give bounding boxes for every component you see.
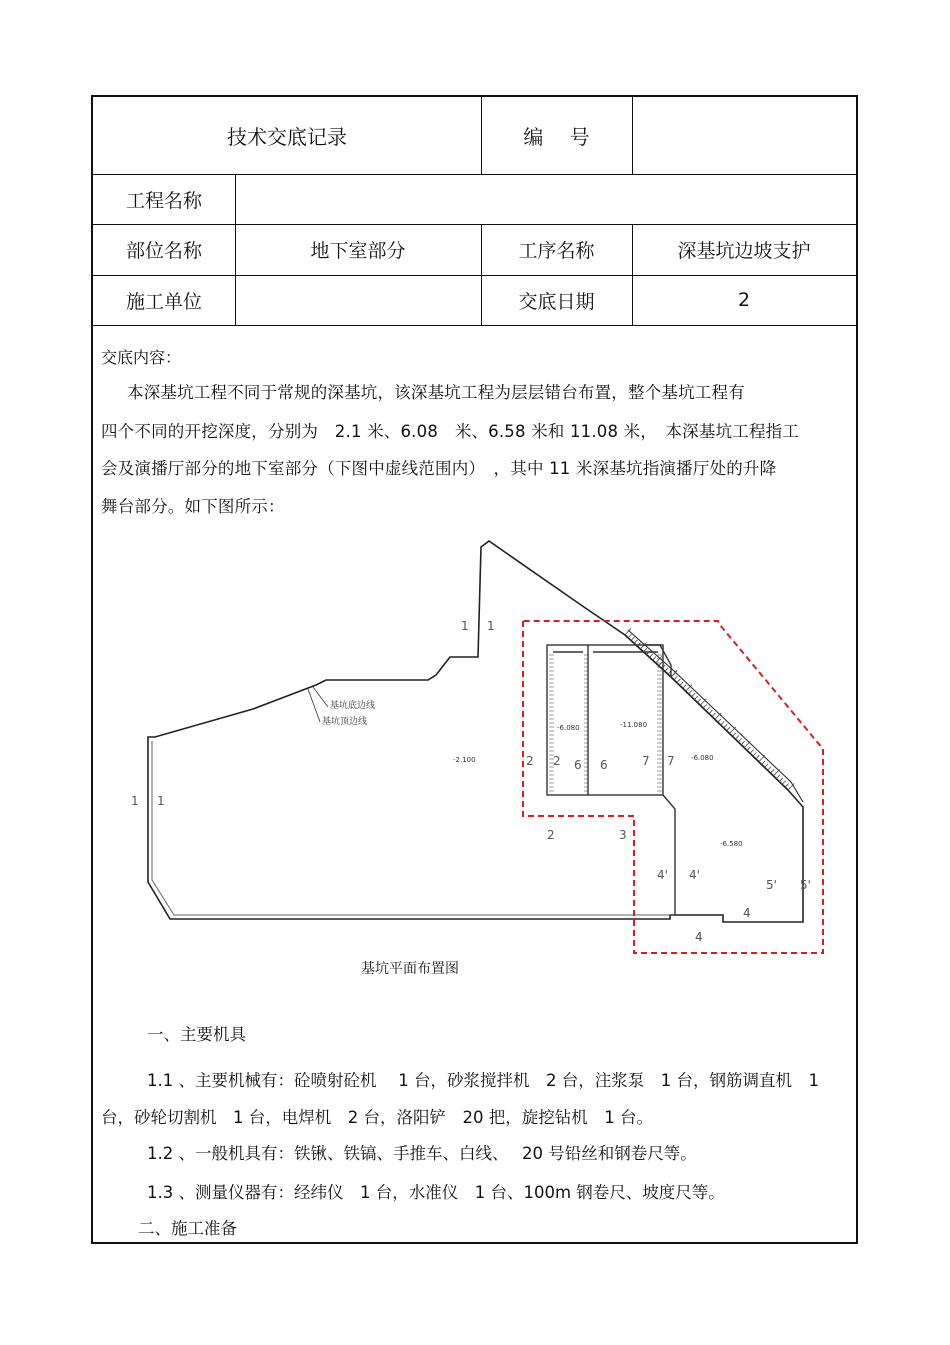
- slope-hatch: [759, 755, 765, 761]
- slope-hatch: [776, 775, 779, 779]
- slope-hatch: [779, 778, 782, 782]
- date-label: 交底日期: [518, 290, 595, 313]
- slope-hatch: [694, 696, 697, 700]
- slope-hatch: [753, 753, 756, 757]
- slope-hatch: [677, 679, 680, 683]
- foundation-pit-plan-drawing: [123, 537, 833, 957]
- slope-hatch: [674, 676, 677, 680]
- slope-hatch: [724, 724, 727, 728]
- elevation-label: -6.580: [720, 840, 743, 848]
- elevation-label: -6.080: [557, 724, 580, 732]
- paragraph-line: 四个不同的开挖深度，分别为 2.1 米、6.08 米、6.58 米和 11.08 米， 本深基坑工程指工: [101, 422, 800, 441]
- item-1-2: 1.2 、一般机具有：铁锹、铁镐、手推车、白线、 20 号铅丝和钢卷尺等。: [147, 1144, 697, 1163]
- part-value[interactable]: 地下室部分: [310, 240, 406, 262]
- technical-disclosure-form: [91, 95, 858, 1244]
- slope-hatch: [770, 769, 773, 773]
- row-divider: [93, 325, 856, 326]
- dashed-boundary: [523, 621, 823, 953]
- paragraph-line: 本深基坑工程不同于常规的深基坑，该深基坑工程为层层错台布置，整个基坑工程有: [127, 383, 745, 402]
- svg-text:4: 4: [743, 906, 751, 920]
- svg-text:4': 4': [657, 868, 668, 882]
- svg-text:7: 7: [642, 754, 650, 768]
- slope-hatch: [628, 634, 631, 638]
- svg-text:1: 1: [131, 794, 139, 808]
- form-title: 技术交底记录: [227, 125, 347, 149]
- number-value[interactable]: [632, 97, 856, 174]
- slope-hatch: [643, 648, 646, 652]
- item-1-3: 1.3 、测量仪器有：经纬仪 1 台，水准仪 1 台、100m 钢卷尺、坡度尺等。: [147, 1183, 725, 1202]
- svg-text:5': 5': [766, 878, 777, 892]
- date-value[interactable]: 2: [737, 289, 751, 311]
- slope-hatching: [625, 628, 803, 802]
- slope-hatch: [715, 713, 721, 719]
- slope-hatch: [762, 761, 765, 765]
- slope-hatch: [768, 767, 771, 771]
- slope-hatch: [730, 727, 736, 733]
- slope-hatch: [659, 662, 662, 666]
- slope-hatch: [765, 764, 768, 768]
- number-label: 编 号: [523, 125, 590, 149]
- svg-text:1: 1: [157, 794, 165, 808]
- elevation-label: -11.080: [620, 721, 648, 729]
- unit-value[interactable]: [235, 275, 481, 325]
- project-name-value[interactable]: [235, 174, 856, 224]
- slope-hatch: [773, 769, 779, 775]
- slope-hatch: [721, 721, 724, 725]
- inner-pit: [547, 645, 675, 915]
- slope-hatch: [689, 690, 692, 694]
- slope-hatch: [782, 781, 785, 785]
- item-1-1-line2: 台，砂轮切割机 1 台，电焊机 2 台，洛阳铲 20 把，旋挖钻机 1 台。: [101, 1108, 653, 1127]
- top-edge-label: 基坑顶边线: [322, 717, 368, 727]
- slope-hatch: [738, 738, 741, 742]
- paragraph-line: 会及演播厅部分的地下室部分（下图中虚线范围内） ，其中 11 米深基坑指演播厅处的升降: [101, 459, 777, 478]
- svg-text:6: 6: [600, 758, 608, 772]
- slope-hatch: [653, 657, 656, 661]
- svg-text:4: 4: [695, 930, 703, 944]
- slope-hatch: [691, 693, 694, 697]
- svg-text:1: 1: [461, 619, 469, 633]
- slope-hatch: [650, 654, 653, 658]
- slope-hatch: [709, 710, 712, 714]
- slope-hatch: [703, 704, 706, 708]
- section-markers: [131, 619, 811, 944]
- svg-text:4': 4': [689, 868, 700, 882]
- pit-outline: [148, 541, 803, 922]
- slope-hatch: [680, 682, 683, 686]
- slope-hatch: [665, 668, 668, 672]
- svg-text:6: 6: [574, 758, 582, 772]
- slope-hatch: [718, 719, 721, 723]
- slope-hatch: [712, 713, 715, 717]
- content-intro-label: 交底内容：: [101, 348, 182, 367]
- process-value[interactable]: 深基坑边坡支护: [677, 240, 811, 262]
- slope-hatch: [634, 640, 637, 644]
- slope-hatch: [700, 699, 706, 705]
- svg-text:3: 3: [619, 828, 627, 842]
- svg-text:1: 1: [487, 619, 495, 633]
- process-label: 工序名称: [518, 240, 595, 262]
- paragraph-line: 舞台部分。如下图所示：: [101, 497, 285, 516]
- svg-text:7: 7: [667, 754, 675, 768]
- elevation-label: -6.080: [691, 754, 714, 762]
- section-2-title: 二、施工准备: [138, 1219, 237, 1238]
- svg-text:5': 5': [800, 878, 811, 892]
- slope-hatch: [785, 784, 788, 788]
- slope-hatch: [747, 747, 750, 751]
- slope-hatch: [750, 750, 753, 754]
- bottom-edge-label: 基坑底边线: [330, 701, 376, 711]
- figure-caption: 基坑平面布置图: [361, 961, 459, 977]
- part-label: 部位名称: [125, 240, 202, 262]
- svg-text:2: 2: [526, 754, 534, 768]
- slope-hatch: [741, 741, 744, 745]
- slope-hatch: [756, 755, 759, 759]
- elevation-label: -2.100: [453, 756, 476, 764]
- slope-hatch: [631, 637, 634, 641]
- unit-label: 施工单位: [125, 290, 202, 313]
- slope-hatch: [683, 685, 686, 689]
- slope-hatch: [744, 741, 750, 747]
- slope-hatch: [706, 707, 709, 711]
- slope-hatch: [697, 699, 700, 703]
- svg-text:2: 2: [553, 754, 561, 768]
- project-name-label: 工程名称: [125, 189, 202, 212]
- svg-text:2: 2: [547, 828, 555, 842]
- slope-hatch: [735, 736, 738, 740]
- item-1-1-line1: 1.1 、主要机械有：砼喷射砼机 1 台，砂浆搅拌机 2 台，注浆泵 1 台，钢筋调直机 1: [147, 1071, 819, 1090]
- slope-hatch: [727, 727, 730, 731]
- section-1-title: 一、主要机具: [147, 1025, 246, 1044]
- slope-hatch: [732, 733, 735, 737]
